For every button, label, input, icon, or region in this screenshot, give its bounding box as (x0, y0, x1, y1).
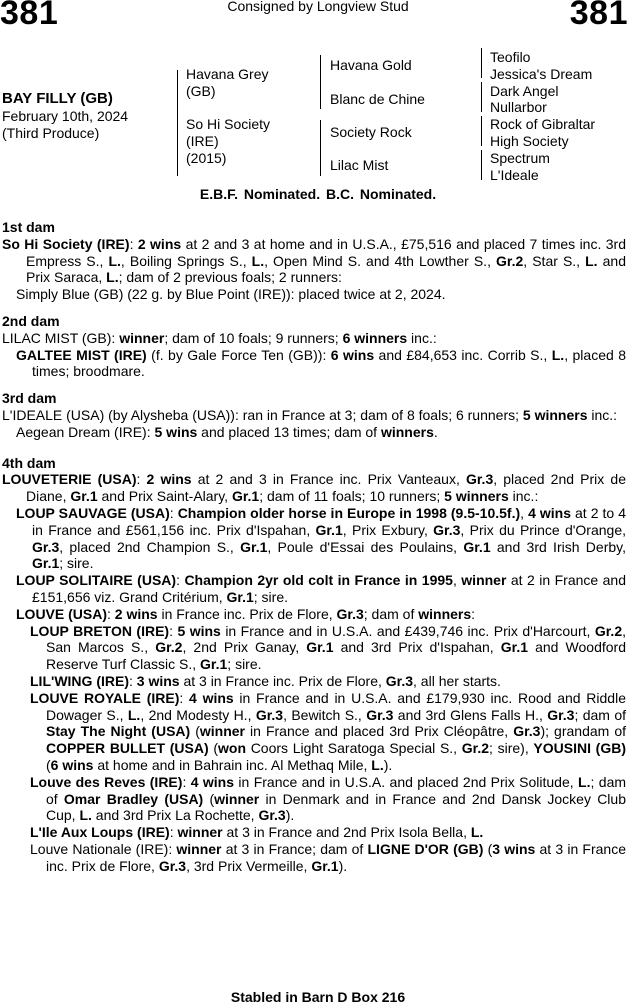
sire (186, 66, 268, 100)
pedigree-bracket-2a (320, 55, 321, 109)
consignor: Consigned by Longview Stud (227, 0, 409, 14)
stabled-location: Stabled in Barn D Box 216 (230, 989, 406, 1005)
dam-sire: Society Rock (330, 124, 412, 140)
third-dam-produce: Aegean Dream (IRE): 5 wins and placed 13 times; dam of winners. (16, 423, 438, 440)
gen4-1: Teofilo (490, 49, 531, 65)
pedigree-bracket-3c (481, 116, 482, 146)
horse-dob: February 10th, 2024 (2, 108, 129, 124)
pedigree-fourth-generation (490, 49, 595, 183)
pedigree-bracket-3d (481, 150, 482, 180)
grandsire: Havana Gold (330, 57, 412, 73)
louve-nationale-entry: Louve Nationale (IRE): winner at 3 in France; dam of LIGNE D'OR (GB) (3 wins at 3 in France inc. Prix de Flore, Gr.3, 3rd Prix Vermeille, Gr.1). (30, 840, 626, 874)
gen4-6: High Society (490, 132, 569, 149)
grand-dam-sire: Blanc de Chine (330, 91, 425, 107)
sire-name: Havana Grey (186, 66, 269, 82)
fourth-dam-entry: LOUVETERIE (USA): 2 wins at 2 and 3 in France inc. Prix Vanteaux, Gr.3, placed 2nd Prix de Diane, Gr.1 and Prix Saint-Alary, Gr.1; dam of 11 foals; 10 runners; 5 winners inc.: (2, 471, 626, 505)
pedigree-bracket-3a (481, 48, 482, 78)
lot-number-right: 381 (569, 0, 628, 32)
lot-number-left: 381 (0, 0, 59, 32)
gen4-3: Dark Angel (490, 82, 559, 99)
catalogue-body (2, 219, 626, 874)
loup-solitaire-entry: LOUP SOLITAIRE (USA): Champion 2yr old colt in France in 1995, winner at 2 in France and £151,656 viz. Grand Critérium, Gr.1; sire. (16, 572, 627, 605)
lilwing-entry: LIL'WING (IRE): 3 wins at 3 in France inc. Prix de Flore, Gr.3, all her starts. (30, 672, 501, 689)
second-dam-produce: GALTEE MIST (IRE) (f. by Gale Force Ten (GB)): 6 wins and £84,653 inc. Corrib S., L., placed 8 times; broodmare. (16, 346, 626, 380)
pedigree-bracket-1 (177, 70, 178, 176)
lile-aux-loups-entry: L'Ile Aux Loups (IRE): winner at 3 in France and 2nd Prix Isola Bella, L. (30, 824, 484, 841)
louve-des-reves-entry: Louve des Reves (IRE): 4 wins in France and in U.S.A. and placed 2nd Prix Solitude, L.; dam of Omar Bradley (USA) (winner in Denmark and in France and 2nd Dansk Jockey Club Cup, L. and 3rd Prix La Rochette, Gr.3). (30, 773, 627, 824)
gen4-2: Jessica's Dream (490, 65, 593, 82)
louve-entry: LOUVE (USA): 2 wins in France inc. Prix de Flore, Gr.3; dam of winners: (16, 605, 476, 622)
second-dam-entry: LILAC MIST (GB): winner; dam of 10 foals; 9 runners; 6 winners inc.: (2, 329, 437, 346)
section-third-dam: 3rd dam (2, 390, 57, 407)
pedigree-bracket-2b (320, 120, 321, 176)
loup-breton-entry: LOUP BRETON (IRE): 5 wins in France and in U.S.A. and £439,746 inc. Prix d'Harcourt, Gr.2, San Marcos S., Gr.2, 2nd Prix Ganay, Gr.1 and 3rd Prix d'Ispahan, Gr.1 and Woodford Reserve Turf Classic S., Gr.1; sire. (30, 622, 627, 673)
dam-country: (IRE) (186, 133, 219, 149)
dam (186, 116, 270, 167)
gen4-5: Rock of Gibraltar (490, 116, 596, 133)
gen4-8: L'Ideale (490, 166, 539, 183)
gen4-4: Nullarbor (490, 99, 547, 116)
nominations: E.B.F. Nominated. B.C. Nominated. (199, 186, 437, 202)
section-fourth-dam: 4th dam (2, 454, 56, 471)
second-dam: Lilac Mist (330, 157, 389, 173)
third-dam-entry: L'IDEALE (USA) (by Alysheba (USA)): ran in France at 3; dam of 8 foals; 6 runners; 5 winners inc.: (2, 406, 618, 423)
first-dam-entry: So Hi Society (IRE): 2 wins at 2 and 3 at home and in U.S.A., £75,516 and placed 7 times inc. 3rd Empress S., L., Boiling Springs S., L., Open Mind S. and 4th Lowther S., Gr.2, Star S., L. and Prix Saraca, L.; dam of 2 previous foals; 2 runners: (2, 235, 626, 286)
dam-year: (2015) (186, 150, 227, 166)
horse-name: BAY FILLY (GB) (2, 90, 113, 107)
horse-produce: (Third Produce) (2, 125, 100, 141)
first-dam-produce: Simply Blue (GB) (22 g. by Blue Point (IRE)): placed twice at 2, 2024. (16, 286, 446, 303)
pedigree-bracket-3b (481, 82, 482, 112)
section-second-dam: 2nd dam (2, 312, 60, 329)
louve-royale-entry: LOUVE ROYALE (IRE): 4 wins in France and in U.S.A. and £179,930 inc. Rood and Riddle Dowager S., L., 2nd Modesty H., Gr.3, Bewitch S., Gr.3 and 3rd Glens Falls H., Gr.3; dam of Stay The Night (USA) (winner in France and placed 3rd Prix Cléopâtre, Gr.3); grandam of COPPER BULLET (USA) (won Coors Light Saratoga Special S., Gr.2; sire), YOUSINI (GB) (6 wins at home and in Bahrain inc. Al Methaq Mile, L.). (30, 689, 627, 773)
loup-sauvage-entry: LOUP SAUVAGE (USA): Champion older horse in Europe in 1998 (9.5-10.5f.), 4 wins at 2 to 4 in France and £561,156 inc. Prix d'Ispahan, Gr.1, Prix Exbury, Gr.3, Prix du Prince d'Orange, Gr.3, placed 2nd Champion S., Gr.1, Poule d'Essai des Poulains, Gr.1 and 3rd Irish Derby, Gr.1; sire. (16, 504, 627, 572)
gen4-7: Spectrum (490, 149, 550, 166)
section-first-dam: 1st dam (2, 219, 55, 235)
sire-country: (GB) (186, 83, 216, 99)
dam-name: So Hi Society (186, 116, 271, 132)
